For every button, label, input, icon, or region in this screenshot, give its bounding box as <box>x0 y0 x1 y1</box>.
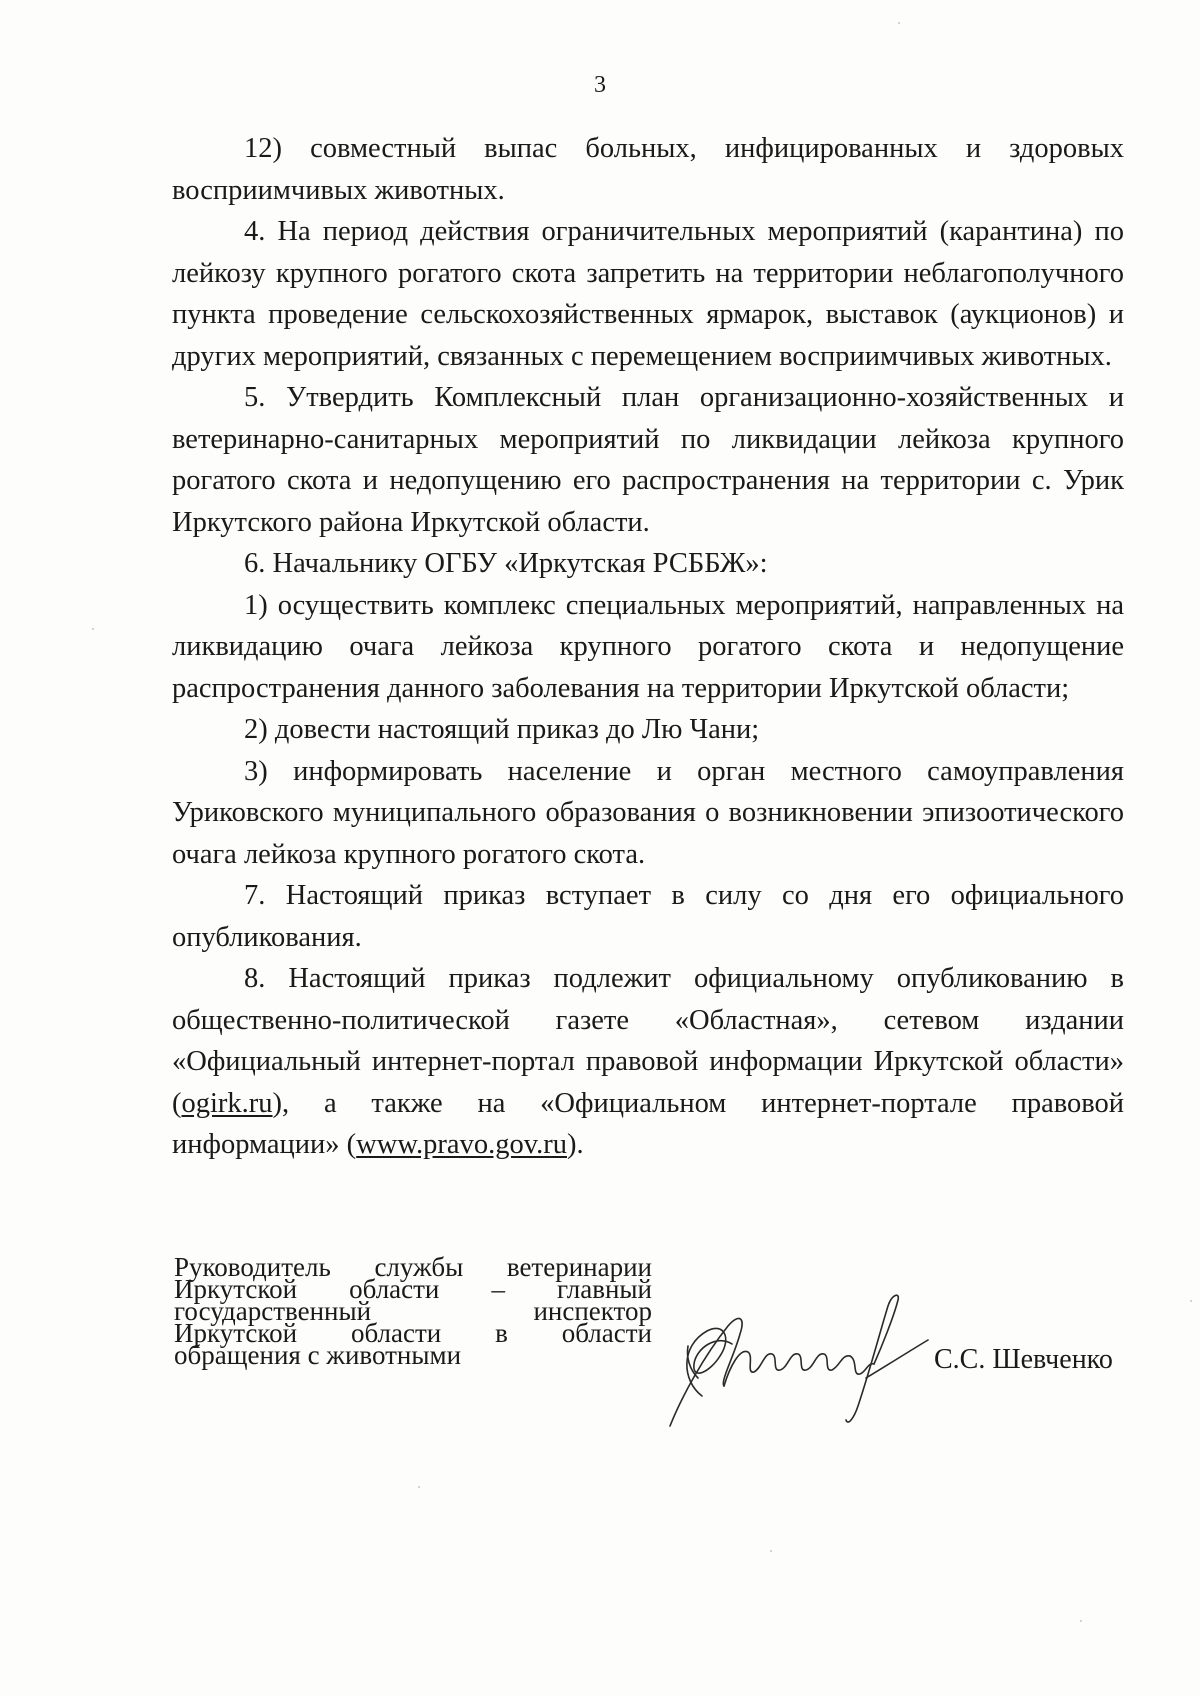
scan-speck <box>898 22 900 24</box>
page-number: 3 <box>594 72 606 98</box>
item-7-paragraph: 7. Настоящий приказ вступает в силу со дня его официального опубликования. <box>172 880 1124 953</box>
item-12-paragraph: 12) совместный выпас больных, инфицированных и здоровых восприимчивых животных. <box>172 133 1124 206</box>
scan-speck <box>92 628 94 630</box>
position-line: обращения с животными <box>174 1340 462 1370</box>
item-6-1-paragraph: 1) осуществить комплекс специальных мероприятий, направленных на ликвидацию очага лейкоза крупного рогатого скота и недопущение распространения данного заболевания на территории Иркутской области; <box>172 589 1124 704</box>
publication-text-before: 8. Настоящий приказ подлежит официальному опубликованию в общественно-политической газете «Областная», сетевом издании «Официальный интернет-портал правовой информации Иркутской области» ( <box>172 963 1124 1119</box>
scan-speck <box>770 1550 772 1552</box>
handwritten-signature <box>662 1286 932 1436</box>
signatory-position <box>174 1252 652 1370</box>
signature-block <box>174 1252 1174 1426</box>
item-6-2-paragraph: 2) довести настоящий приказ до Лю Чани; <box>244 714 760 745</box>
scan-speck <box>1190 1300 1192 1302</box>
item-5-paragraph: 5. Утвердить Комплексный план организационно-хозяйственных и ветеринарно-санитарных мероприятий по ликвидации лейкоза крупного рогатого скота и недопущению его распространения на территории с. Урик Иркутского района Иркутской области. <box>172 382 1124 538</box>
scan-speck <box>1080 1620 1082 1622</box>
document-body <box>172 128 1124 1166</box>
publication-text-after: ). <box>566 1129 584 1160</box>
position-line: государственный инспектор <box>174 1296 652 1326</box>
scan-speck <box>418 1486 420 1488</box>
item-6-paragraph: 6. Начальнику ОГБУ «Иркутская РСББЖ»: <box>244 548 768 579</box>
item-8-paragraph <box>172 958 1124 1166</box>
ogirk-link[interactable]: ogirk.ru <box>181 1087 273 1119</box>
item-4-paragraph: 4. На период действия ограничительных мероприятий (карантина) по лейкозу крупного рогатого скота запретить на территории неблагополучного пункта проведение сельскохозяйственных ярмарок, выставок (аукционов) и других мероприятий, связанных с перемещением восприимчивых животных. <box>172 216 1124 372</box>
signatory-name: С.С. Шевченко <box>934 1344 1113 1375</box>
position-line: Иркутской области – главный <box>174 1274 652 1304</box>
pravo-gov-link[interactable]: www.pravo.gov.ru <box>356 1129 567 1160</box>
position-line: Руководитель службы ветеринарии <box>174 1252 652 1282</box>
publication-text-middle: ), а также на «Официальном интернет-портале правовой информации» ( <box>172 1087 1124 1160</box>
position-line: Иркутской области в области <box>174 1318 652 1348</box>
item-6-3-paragraph: 3) информировать население и орган местного самоуправления Уриковского муниципального образования о возникновении эпизоотического очага лейкоза крупного рогатого скота. <box>172 755 1124 870</box>
